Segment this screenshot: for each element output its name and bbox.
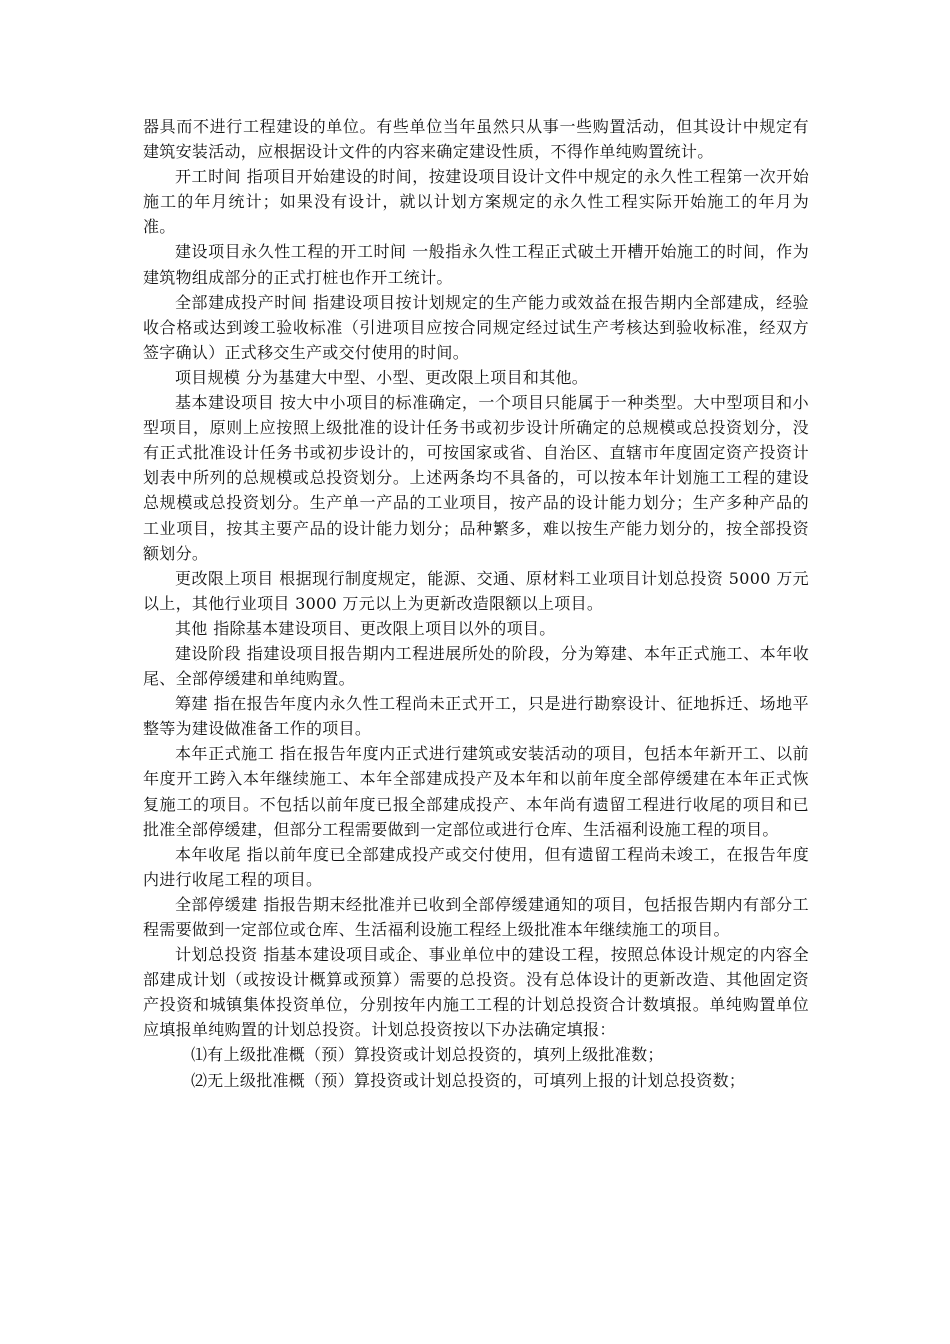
paragraph-jianshe-jieduan xyxy=(143,641,809,691)
paragraph-text: 指建设项目按计划规定的生产能力或效益在报告期内全部建成，经验收合格或达到竣工验收标准（引进项目应按合同规定经过试生产考核达到验收标准，经双方签字确认）正式移交生产或交付使用的时间。 xyxy=(143,292,809,362)
term-label: 更改限上项目 xyxy=(175,568,274,588)
paragraph-continued xyxy=(143,114,809,164)
term-label: 项目规模 xyxy=(175,367,241,387)
paragraph-text: 分为基建大中型、小型、更改限上项目和其他。 xyxy=(245,367,589,387)
paragraph-text: 指除基本建设项目、更改限上项目以外的项目。 xyxy=(213,618,556,638)
paragraph-kaigong-shijian xyxy=(143,164,809,239)
paragraph-text: 指基本建设项目或企、事业单位中的建设工程，按照总体设计规定的内容全部建成计划（或按设计概算或预算）需要的总投资。没有总体设计的更新改造、其他固定资产投资和城镇集体投资单位，分别按年内施工工程的计划总投资合计数填报。单纯购置单位应填报单纯购置的计划总投资。计划总投资按以下办法确定填报： xyxy=(143,945,809,1040)
paragraph-text: 指以前年度已全部建成投产或交付使用，但有遗留工程尚未竣工，在报告年度内进行收尾工程的项目。 xyxy=(143,844,810,889)
paragraph-text: 指在报告年度内永久性工程尚未正式开工，只是进行勘察设计、征地拆迁、场地平整等为建设做准备工作的项目。 xyxy=(143,694,809,739)
paragraph-jihua-zongtouzi xyxy=(143,942,809,1042)
paragraph-text: 指项目开始建设的时间，按建设项目设计文件中规定的永久性工程第一次开始施工的年月统计；如果没有设计，就以计划方案规定的永久性工程实际开始施工的年月为准。 xyxy=(143,167,810,237)
paragraph-choujian xyxy=(143,691,809,741)
document-page xyxy=(143,114,809,1093)
term-label: 计划总投资 xyxy=(175,945,258,965)
term-label: 基本建设项目 xyxy=(175,393,275,413)
paragraph-xiangmu-guimo xyxy=(143,365,809,390)
term-label: 建设项目永久性工程的开工时间 xyxy=(175,242,407,262)
paragraph-tinghuanjian xyxy=(143,892,809,942)
list-item-2 xyxy=(143,1068,809,1093)
paragraph-text: 指在报告年度内正式进行建筑或安装活动的项目，包括本年新开工、以前年度开工跨入本年继续施工、本年全部建成投产及本年和以前年度全部停缓建在本年正式恢复施工的项目。不包括以前年度已报全部建成投产、本年尚有遗留工程进行收尾的项目和已批准全部停缓建，但部分工程需要做到一定部位或进行仓库、生活福利设施工程的项目。 xyxy=(143,744,809,839)
term-label: 本年正式施工 xyxy=(175,744,275,764)
paragraph-text: 器具而不进行工程建设的单位。有些单位当年虽然只从事一些购置活动，但其设计中规定有建筑安装活动，应根据设计文件的内容来确定建设性质，不得作单纯购置统计。 xyxy=(143,117,809,162)
paragraph-text: 一般指永久性工程正式破土开槽开始施工的时间，作为建筑物组成部分的正式打桩也作开工统计。 xyxy=(143,242,809,287)
term-label: 其他 xyxy=(175,618,208,638)
term-label: 筹建 xyxy=(175,694,209,714)
paragraph-jiancheng-touchan xyxy=(143,290,809,365)
paragraph-text: 根据现行制度规定，能源、交通、原材料工业项目计划总投资 5000 万元以上，其他行业项目 3000 万元以上为更新改造限额以上项目。 xyxy=(143,568,809,613)
list-item-1 xyxy=(143,1042,809,1067)
paragraph-qita xyxy=(143,616,809,641)
term-label: 开工时间 xyxy=(175,167,242,187)
list-item-text: ⑴有上级批准概（预）算投资或计划总投资的，填列上级批准数； xyxy=(191,1045,664,1065)
paragraph-text: 按大中小项目的标准确定，一个项目只能属于一种类型。大中型项目和小型项目，原则上应按照上级批准的设计任务书或初步设计所确定的总规模或总投资划分，没有正式批准设计任务书或初步设计的，可按国家或省、自治区、直辖市年度固定资产投资计划表中所列的总规模或总投资划分。上述两条均不具备的，可以按本年计划施工工程的建设总规模或总投资划分。生产单一产品的工业项目，按产品的设计能力划分；生产多种产品的工业项目，按其主要产品的设计能力划分；品种繁多，难以按生产能力划分的，按全部投资额划分。 xyxy=(143,393,809,563)
paragraph-bennian-shigong xyxy=(143,741,809,841)
term-label: 全部建成投产时间 xyxy=(175,292,308,312)
paragraph-bennian-shouwei xyxy=(143,842,809,892)
paragraph-yongjiuxing-kaigong xyxy=(143,239,809,289)
paragraph-jiben-jianshe xyxy=(143,390,809,566)
paragraph-text: 指报告期末经批准并已收到全部停缓建通知的项目，包括报告期内有部分工程需要做到一定部位或仓库、生活福利设施工程经上级批准本年继续施工的项目。 xyxy=(143,894,809,939)
term-label: 建设阶段 xyxy=(175,643,242,663)
paragraph-text: 指建设项目报告期内工程进展所处的阶段，分为筹建、本年正式施工、本年收尾、全部停缓建和单纯购置。 xyxy=(143,643,810,689)
term-label: 全部停缓建 xyxy=(175,894,258,914)
paragraph-genggai-xianshang xyxy=(143,566,809,616)
term-label: 本年收尾 xyxy=(175,844,242,864)
list-item-text: ⑵无上级批准概（预）算投资或计划总投资的，可填列上报的计划总投资数； xyxy=(191,1070,746,1090)
